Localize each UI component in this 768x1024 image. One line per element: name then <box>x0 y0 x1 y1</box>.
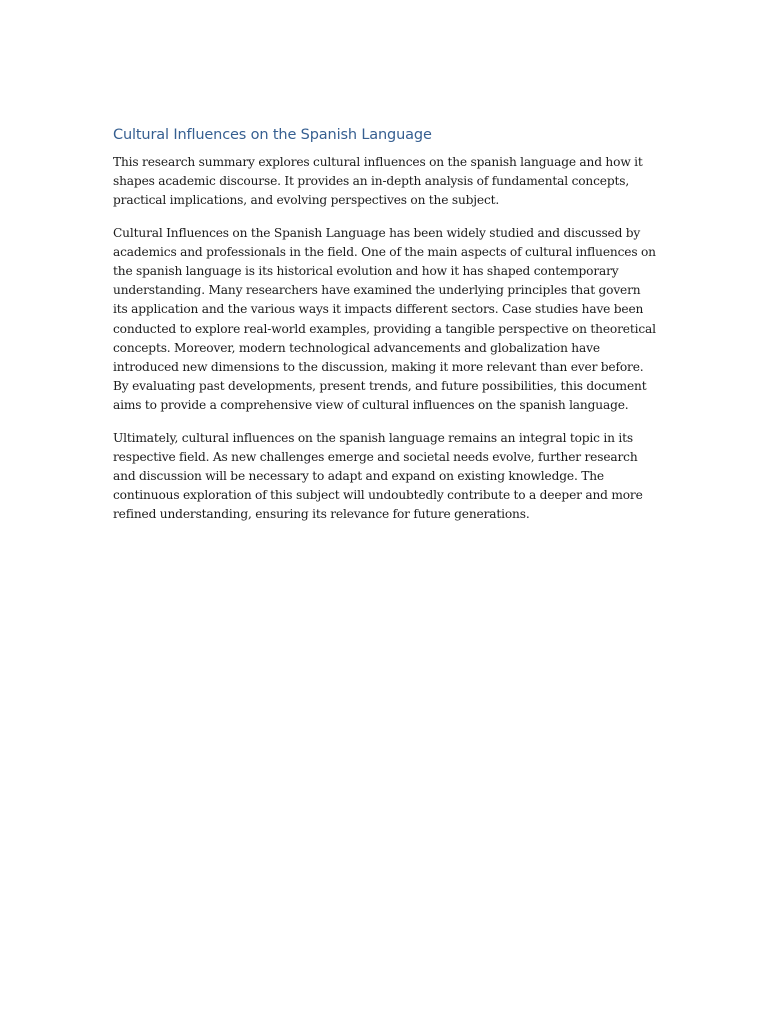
conclusion-paragraph: Ultimately, cultural influences on the spanish language remains an integral topic in its respective field. As new challenges emerge and societal needs evolve, further research and discussion will be necessary to adapt and expand on existing knowledge. The continuous exploration of this subject will undoubtedly contribute to a deeper and more refined understanding, ensuring its relevance for future generations. <box>113 430 643 522</box>
body-paragraph: Cultural Influences on the Spanish Language has been widely studied and discussed by academics and professionals in the field. One of the main aspects of cultural influences on the spanish language is its historical evolution and how it has shaped contemporary understanding. Many researchers have examined the underlying principles that govern its application and the various ways it impacts different sectors. Case studies have been conducted to explore real-world examples, providing a tangible perspective on theoretical concepts. Moreover, modern technological advancements and globalization have introduced new dimensions to the discussion, making it more relevant than ever before. By evaluating past developments, present trends, and future possibilities, this document aims to provide a comprehensive view of cultural influences on the spanish language. <box>113 225 656 413</box>
intro-paragraph: This research summary explores cultural influences on the spanish language and how it shapes academic discourse. It provides an in-depth analysis of fundamental concepts, practical implications, and evolving perspectives on the subject. <box>113 155 643 208</box>
document-title: Cultural Influences on the Spanish Language <box>113 127 432 143</box>
document-body <box>113 124 658 538</box>
